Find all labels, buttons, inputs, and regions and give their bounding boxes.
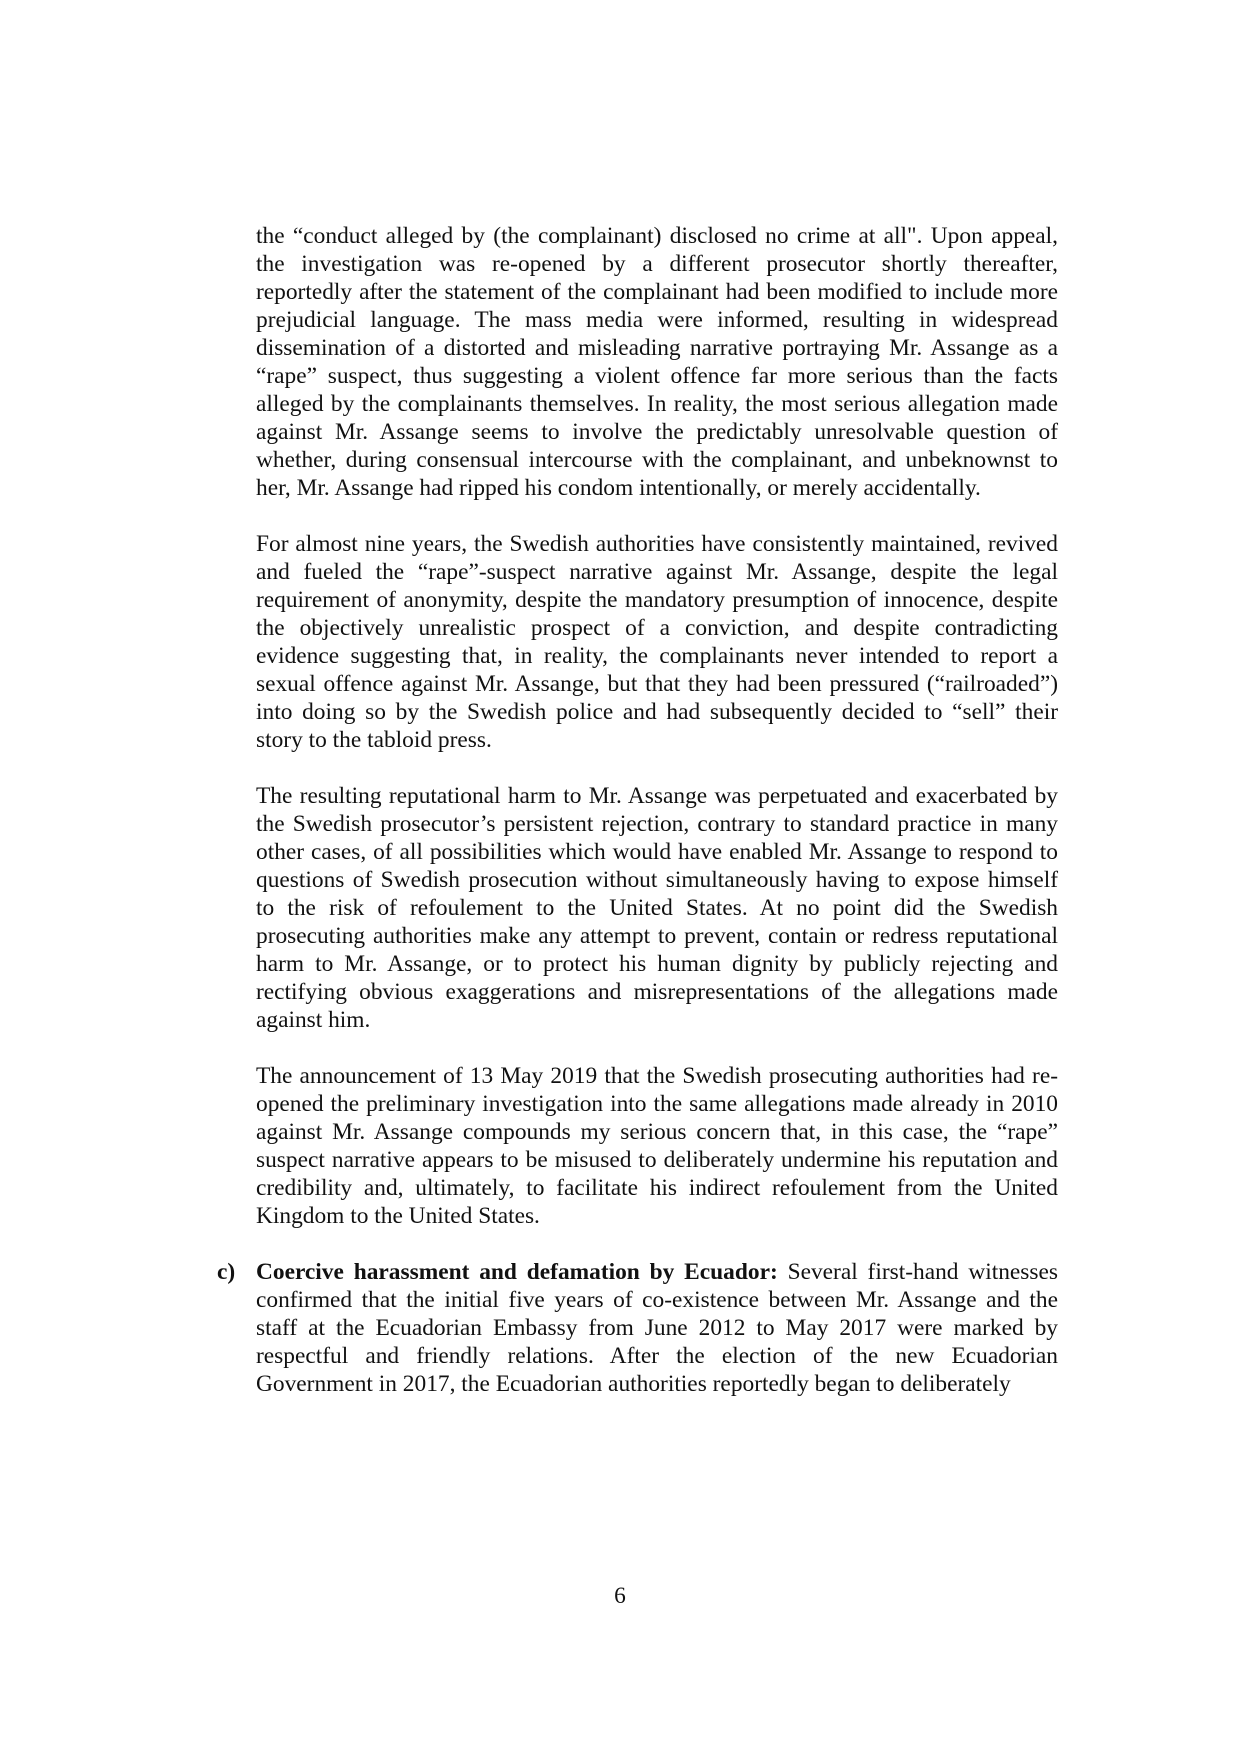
page-number: 6	[614, 1583, 626, 1609]
body-text	[217, 222, 1058, 1398]
paragraph-swedish-investigation: the “conduct alleged by (the complainant) disclosed no crime at all". Upon appeal, the investigation was re-opened by a different prosecutor shortly thereafter, reportedly after the statement of the complainant had been modified to include more prejudicial language. The mass media were informed, resulting in widespread dissemination of a distorted and misleading narrative portraying Mr. Assange as a “rape” suspect, thus suggesting a violent offence far more serious than the facts alleged by the complainants themselves. In reality, the most serious allegation made against Mr. Assange seems to involve the predictably unresolvable question of whether, during consensual intercourse with the complainant, and unbeknownst to her, Mr. Assange had ripped his condom intentionally, or merely accidentally.	[256, 223, 1058, 501]
list-item-text: Several first-hand witnesses confirmed that the initial five years of co-existence between Mr. Assange and the staff at the Ecuadorian Embassy from June 2012 to May 2017 were marked by respectful and friendly relations. After the election of the new Ecuadorian Government in 2017, the Ecuadorian authorities reportedly began to deliberately	[256, 1259, 1058, 1397]
paragraph-rape-suspect-narrative: For almost nine years, the Swedish authorities have consistently maintained, revived and fueled the “rape”-suspect narrative against Mr. Assange, despite the legal requirement of anonymity, despite the mandatory presumption of innocence, despite the objectively unrealistic prospect of a conviction, and despite contradicting evidence suggesting that, in reality, the complainants never intended to report a sexual offence against Mr. Assange, but that they had been pressured (“railroaded”) into doing so by the Swedish police and had subsequently decided to “sell” their story to the tabloid press.	[256, 531, 1058, 753]
list-item-heading: Coercive harassment and defamation by Ecuador:	[256, 1259, 778, 1285]
paragraph-announcement-2019: The announcement of 13 May 2019 that the Swedish prosecuting authorities had re-opened the preliminary investigation into the same allegations made already in 2010 against Mr. Assange compounds my serious concern that, in this case, the “rape” suspect narrative appears to be misused to deliberately undermine his reputation and credibility and, ultimately, to facilitate his indirect refoulement from the United Kingdom to the United States.	[256, 1063, 1058, 1229]
list-marker: c)	[217, 1259, 236, 1285]
list-item-c	[217, 1258, 1058, 1398]
paragraph-reputational-harm: The resulting reputational harm to Mr. Assange was perpetuated and exacerbated by the Swedish prosecutor’s persistent rejection, contrary to standard practice in many other cases, of all possibilities which would have enabled Mr. Assange to respond to questions of Swedish prosecution without simultaneously having to expose himself to the risk of refoulement to the United States. At no point did the Swedish prosecuting authorities make any attempt to prevent, contain or redress reputational harm to Mr. Assange, or to protect his human dignity by publicly rejecting and rectifying obvious exaggerations and misrepresentations of the allegations made against him.	[256, 783, 1058, 1033]
